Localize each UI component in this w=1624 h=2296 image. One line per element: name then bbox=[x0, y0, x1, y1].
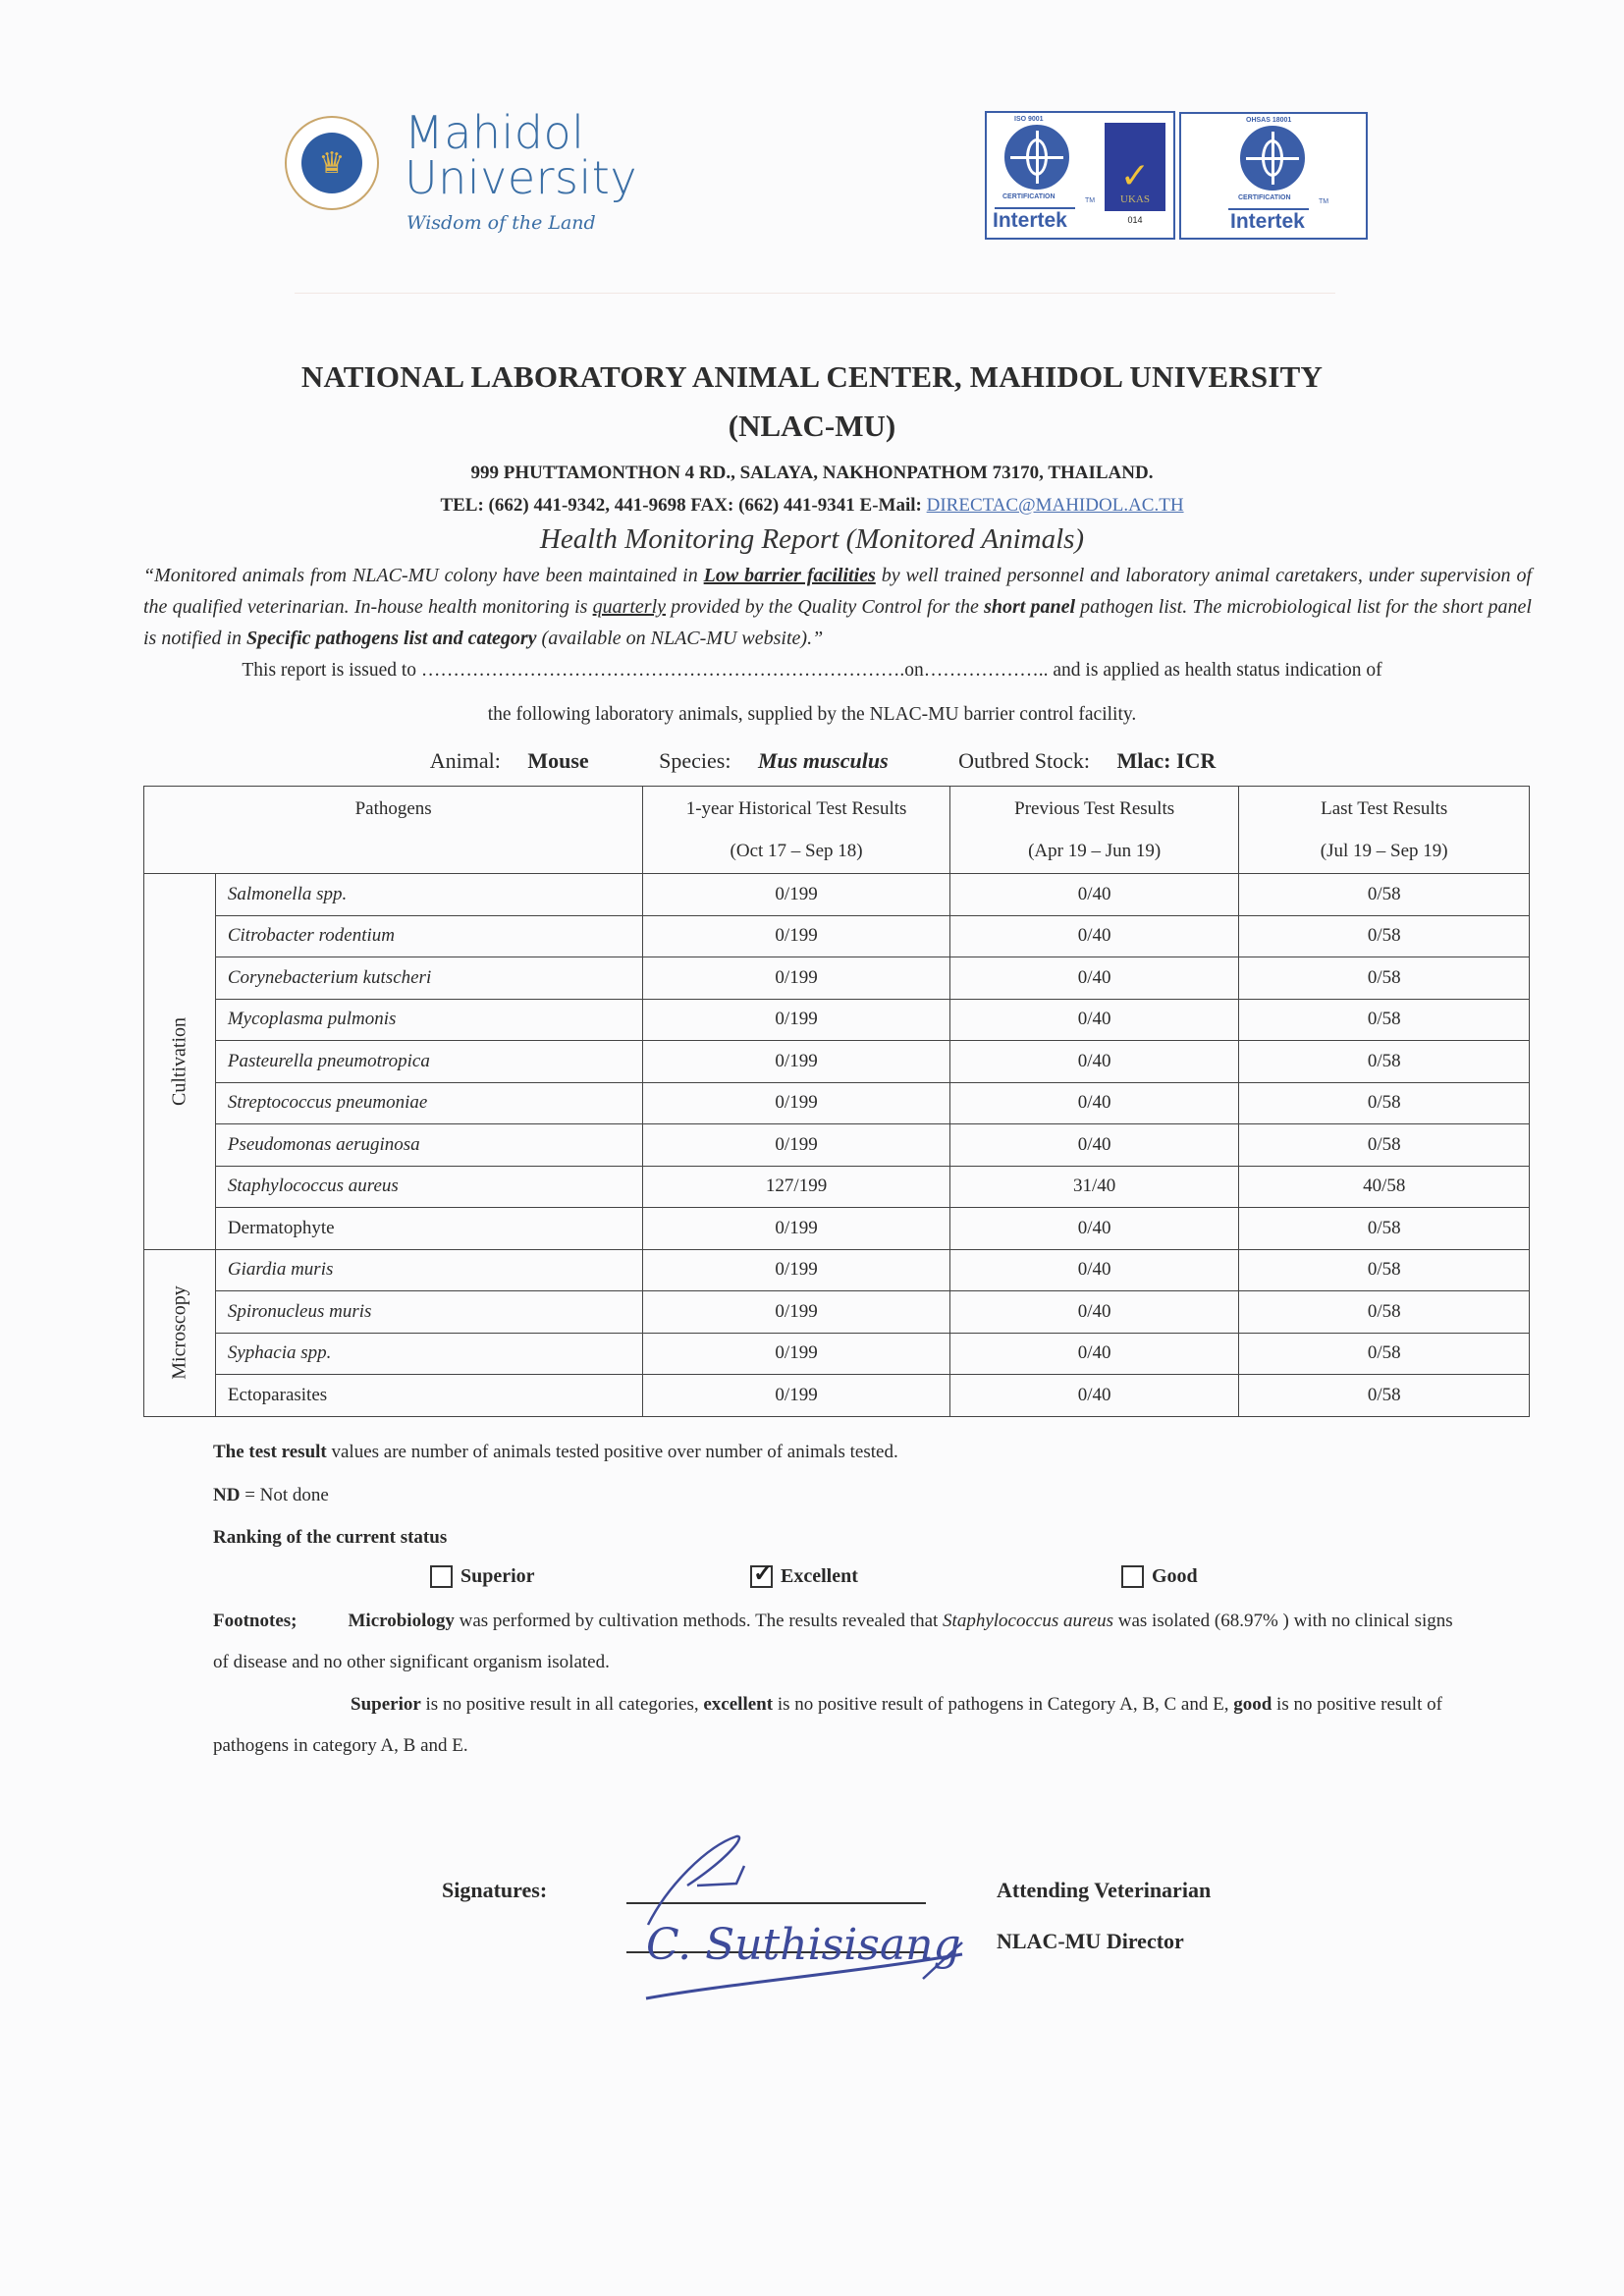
header-divider bbox=[295, 293, 1335, 294]
last-result: 0/58 bbox=[1239, 957, 1530, 1000]
table-row bbox=[144, 1333, 1530, 1375]
cert1-brand: Intertek bbox=[993, 209, 1067, 232]
ranking-option-superior[interactable] bbox=[430, 1565, 535, 1588]
intro-text: provided by the Quality Control for the bbox=[666, 596, 985, 618]
last-result: 0/58 bbox=[1239, 1291, 1530, 1334]
footnote-text: is no positive result in all categories, bbox=[420, 1694, 704, 1715]
cert2-bottom-label: CERTIFICATION bbox=[1238, 194, 1291, 201]
group-label: Cultivation bbox=[168, 1016, 190, 1106]
pathogen-name: Syphacia spp. bbox=[215, 1333, 642, 1375]
historical-result: 0/199 bbox=[643, 999, 950, 1041]
header-historical-label: 1-year Historical Test Results bbox=[685, 798, 907, 819]
checkbox-excellent[interactable] bbox=[750, 1565, 773, 1588]
table-row bbox=[144, 1208, 1530, 1250]
checkbox-good[interactable] bbox=[1121, 1565, 1144, 1588]
previous-result: 0/40 bbox=[949, 1375, 1239, 1417]
table-row bbox=[144, 1249, 1530, 1291]
ukas-number: 014 bbox=[1127, 215, 1143, 225]
iso9001-certification-badge bbox=[985, 111, 1175, 240]
footnote-bold: Microbiology bbox=[348, 1611, 455, 1631]
pathogen-name: Dermatophyte bbox=[215, 1208, 642, 1250]
table-row bbox=[144, 999, 1530, 1041]
header-historical-period: (Oct 17 – Sep 18) bbox=[730, 841, 863, 861]
pathogen-name: Streptococcus pneumoniae bbox=[215, 1082, 642, 1124]
header-pathogens-label: Pathogens bbox=[354, 798, 432, 819]
pathogen-name: Staphylococcus aureus bbox=[215, 1166, 642, 1208]
intro-text: by well trained personnel and laboratory animal caretakers, under supervision of the qualified veterinarian. In-house health monitoring is bbox=[143, 565, 1533, 618]
ranking-label: Good bbox=[1152, 1565, 1198, 1587]
previous-result: 0/40 bbox=[949, 1208, 1239, 1250]
last-result: 0/58 bbox=[1239, 915, 1530, 957]
footnote-text: was performed by cultivation methods. The results revealed that bbox=[454, 1611, 944, 1631]
previous-result: 0/40 bbox=[949, 957, 1239, 1000]
role-director: NLAC-MU Director bbox=[997, 1929, 1184, 1953]
ranking-option-good[interactable] bbox=[1121, 1565, 1198, 1588]
note-text: = Not done bbox=[240, 1485, 329, 1505]
intro-paragraph bbox=[143, 560, 1532, 654]
animal-value: Mouse bbox=[527, 748, 589, 773]
organization-title: NATIONAL LABORATORY ANIMAL CENTER, MAHIDOL UNIVERSITY bbox=[300, 359, 1324, 394]
university-tagline: Wisdom of the Land bbox=[406, 212, 596, 234]
signature-stroke bbox=[697, 1866, 744, 1886]
table-row bbox=[144, 874, 1530, 916]
footnotes-label: Footnotes; bbox=[213, 1611, 298, 1631]
header-last-period: (Jul 19 – Sep 19) bbox=[1320, 841, 1448, 861]
pathogen-name: Pseudomonas aeruginosa bbox=[215, 1124, 642, 1167]
stock-label: Outbred Stock: bbox=[958, 748, 1090, 773]
pathogen-name: Pasteurella pneumotropica bbox=[215, 1041, 642, 1083]
previous-result: 0/40 bbox=[949, 1082, 1239, 1124]
group-cell-cultivation bbox=[144, 874, 216, 1250]
intro-text: pathogen list. The microbiological list for the short panel is notified in bbox=[143, 596, 1532, 649]
table-row bbox=[144, 915, 1530, 957]
previous-result: 0/40 bbox=[949, 999, 1239, 1041]
pathogen-name: Giardia muris bbox=[215, 1249, 642, 1291]
table-row bbox=[144, 1082, 1530, 1124]
cert2-top-label: OHSAS 18001 bbox=[1246, 117, 1292, 124]
last-result: 0/58 bbox=[1239, 1124, 1530, 1167]
last-result: 0/58 bbox=[1239, 1249, 1530, 1291]
header-previous-period: (Apr 19 – Jun 19) bbox=[1028, 841, 1162, 861]
previous-result: 0/40 bbox=[949, 1333, 1239, 1375]
checkbox-superior[interactable] bbox=[430, 1565, 453, 1588]
cert2-brand: Intertek bbox=[1230, 210, 1305, 233]
ranking-option-excellent[interactable] bbox=[750, 1565, 858, 1588]
trademark-mark: TM bbox=[1085, 197, 1096, 204]
previous-result: 0/40 bbox=[949, 874, 1239, 916]
ranking-label: Excellent bbox=[781, 1565, 858, 1587]
species-field bbox=[637, 748, 889, 773]
last-result: 40/58 bbox=[1239, 1166, 1530, 1208]
previous-result: 0/40 bbox=[949, 1124, 1239, 1167]
note-text: values are number of animals tested positive over number of animals tested. bbox=[326, 1442, 898, 1462]
historical-result: 0/199 bbox=[643, 957, 950, 1000]
footnote-text: is no positive result of pathogens in Category A, B, C and E, bbox=[773, 1694, 1234, 1715]
pathogen-name: Ectoparasites bbox=[215, 1375, 642, 1417]
historical-result: 0/199 bbox=[643, 1291, 950, 1334]
historical-result: 0/199 bbox=[643, 1041, 950, 1083]
table-row bbox=[144, 1041, 1530, 1083]
email-link[interactable]: DIRECTAC@MAHIDOL.AC.TH bbox=[926, 495, 1184, 516]
organization-contact bbox=[0, 495, 1624, 517]
intro-emphasis-pathogens-list: Specific pathogens list and category bbox=[246, 628, 537, 649]
historical-result: 0/199 bbox=[643, 874, 950, 916]
note-bold: The test result bbox=[213, 1442, 327, 1462]
ranking-label: Superior bbox=[460, 1565, 535, 1587]
pathogen-name: Salmonella spp. bbox=[215, 874, 642, 916]
not-done-note bbox=[213, 1485, 329, 1506]
issued-to-line: This report is issued to ………………………………………………………………….on……………….. and is applied as health status indication of bbox=[242, 660, 1382, 681]
signature-stroke bbox=[648, 1836, 739, 1925]
signature-text: C. Suthisisang bbox=[646, 1920, 961, 1970]
header-last bbox=[1239, 787, 1530, 874]
historical-result: 0/199 bbox=[643, 1208, 950, 1250]
species-label: Species: bbox=[659, 748, 731, 773]
intro-text: (available on NLAC-MU website).” bbox=[536, 628, 824, 649]
header-pathogens bbox=[144, 787, 643, 874]
pathogen-name: Mycoplasma pulmonis bbox=[215, 999, 642, 1041]
table-row bbox=[144, 1166, 1530, 1208]
footnote-bold: Superior bbox=[351, 1694, 421, 1715]
animal-info bbox=[0, 748, 1624, 774]
ranking-title: Ranking of the current status bbox=[213, 1527, 448, 1548]
previous-result: 0/40 bbox=[949, 915, 1239, 957]
mahidol-university-seal bbox=[285, 116, 379, 210]
university-name-line2: University bbox=[405, 151, 638, 204]
historical-result: 0/199 bbox=[643, 1249, 950, 1291]
checkmark-icon: ✓ bbox=[1119, 156, 1151, 195]
historical-result: 0/199 bbox=[643, 1124, 950, 1167]
table-row bbox=[144, 1291, 1530, 1334]
footnote-ranking-definitions bbox=[213, 1684, 1458, 1767]
stock-field bbox=[937, 748, 1216, 773]
organization-address: 999 PHUTTAMONTHON 4 RD., SALAYA, NAKHONPATHOM 73170, THAILAND. bbox=[470, 463, 1154, 483]
intro-emphasis-low-barrier: Low barrier facilities bbox=[703, 565, 876, 586]
intro-emphasis-short-panel: short panel bbox=[984, 596, 1076, 618]
header-last-label: Last Test Results bbox=[1321, 798, 1448, 819]
globe-icon bbox=[1004, 125, 1069, 190]
test-result-note bbox=[213, 1442, 898, 1463]
note-bold: ND bbox=[213, 1485, 241, 1505]
globe-icon bbox=[1240, 126, 1305, 191]
ukas-label: UKAS bbox=[1120, 193, 1150, 205]
handwritten-signature bbox=[628, 1827, 982, 2003]
contact-phone-fax: TEL: (662) 441-9342, 441-9698 FAX: (662) 441-9341 E-Mail: bbox=[440, 495, 922, 516]
footnote-bold: good bbox=[1233, 1694, 1272, 1715]
table-row bbox=[144, 957, 1530, 1000]
report-title: Health Monitoring Report (Monitored Animals) bbox=[539, 523, 1085, 555]
animal-field bbox=[408, 748, 589, 773]
footnote-text: was isolated (68.97% ) with no clinical signs of disease and no other significant organism isolated. bbox=[213, 1611, 1453, 1672]
intro-text: “Monitored animals from NLAC-MU colony have been maintained in bbox=[143, 565, 704, 586]
footnote-microbiology bbox=[213, 1601, 1458, 1683]
footnote-text: is no positive result of pathogens in category A, B and E. bbox=[213, 1694, 1442, 1756]
last-result: 0/58 bbox=[1239, 1041, 1530, 1083]
organization-abbreviation: (NLAC-MU) bbox=[728, 409, 896, 443]
footnote-organism: Staphylococcus aureus bbox=[943, 1611, 1113, 1631]
previous-result: 0/40 bbox=[949, 1041, 1239, 1083]
species-value: Mus musculus bbox=[757, 748, 889, 773]
previous-result: 31/40 bbox=[949, 1166, 1239, 1208]
ukas-mark bbox=[1105, 123, 1165, 211]
university-name-line1: Mahidol bbox=[405, 106, 585, 159]
stock-value: Mlac: ICR bbox=[1116, 748, 1217, 773]
pathogen-name: Spironucleus muris bbox=[215, 1291, 642, 1334]
historical-result: 127/199 bbox=[643, 1166, 950, 1208]
cert1-top-label: ISO 9001 bbox=[1014, 116, 1044, 123]
last-result: 0/58 bbox=[1239, 1208, 1530, 1250]
health-results-table bbox=[143, 786, 1530, 1417]
historical-result: 0/199 bbox=[643, 1333, 950, 1375]
historical-result: 0/199 bbox=[643, 1375, 950, 1417]
seal-emblem-icon: ♛ bbox=[301, 133, 362, 193]
table-row bbox=[144, 1124, 1530, 1167]
ohsas18001-certification-badge bbox=[1179, 112, 1368, 240]
footnote-bold: excellent bbox=[703, 1694, 774, 1715]
role-attending-veterinarian: Attending Veterinarian bbox=[997, 1878, 1212, 1902]
historical-result: 0/199 bbox=[643, 915, 950, 957]
cert1-bottom-label: CERTIFICATION bbox=[1002, 193, 1056, 200]
header-previous bbox=[949, 787, 1239, 874]
header-previous-label: Previous Test Results bbox=[1014, 798, 1175, 819]
group-label: Microscopy bbox=[168, 1285, 190, 1380]
signatures-label: Signatures: bbox=[442, 1878, 548, 1902]
pathogen-name: Corynebacterium kutscheri bbox=[215, 957, 642, 1000]
last-result: 0/58 bbox=[1239, 999, 1530, 1041]
university-name bbox=[405, 106, 638, 204]
header-historical bbox=[643, 787, 950, 874]
trademark-mark: TM bbox=[1319, 198, 1329, 205]
animal-label: Animal: bbox=[429, 748, 501, 773]
group-cell-microscopy bbox=[144, 1249, 216, 1416]
previous-result: 0/40 bbox=[949, 1291, 1239, 1334]
table-header-row bbox=[144, 787, 1530, 874]
last-result: 0/58 bbox=[1239, 1082, 1530, 1124]
last-result: 0/58 bbox=[1239, 1333, 1530, 1375]
previous-result: 0/40 bbox=[949, 1249, 1239, 1291]
issued-description: the following laboratory animals, supplied by the NLAC-MU barrier control facility. bbox=[487, 704, 1137, 725]
historical-result: 0/199 bbox=[643, 1082, 950, 1124]
last-result: 0/58 bbox=[1239, 874, 1530, 916]
last-result: 0/58 bbox=[1239, 1375, 1530, 1417]
table-row bbox=[144, 1375, 1530, 1417]
intro-emphasis-quarterly: quarterly bbox=[592, 596, 667, 618]
pathogen-name: Citrobacter rodentium bbox=[215, 915, 642, 957]
